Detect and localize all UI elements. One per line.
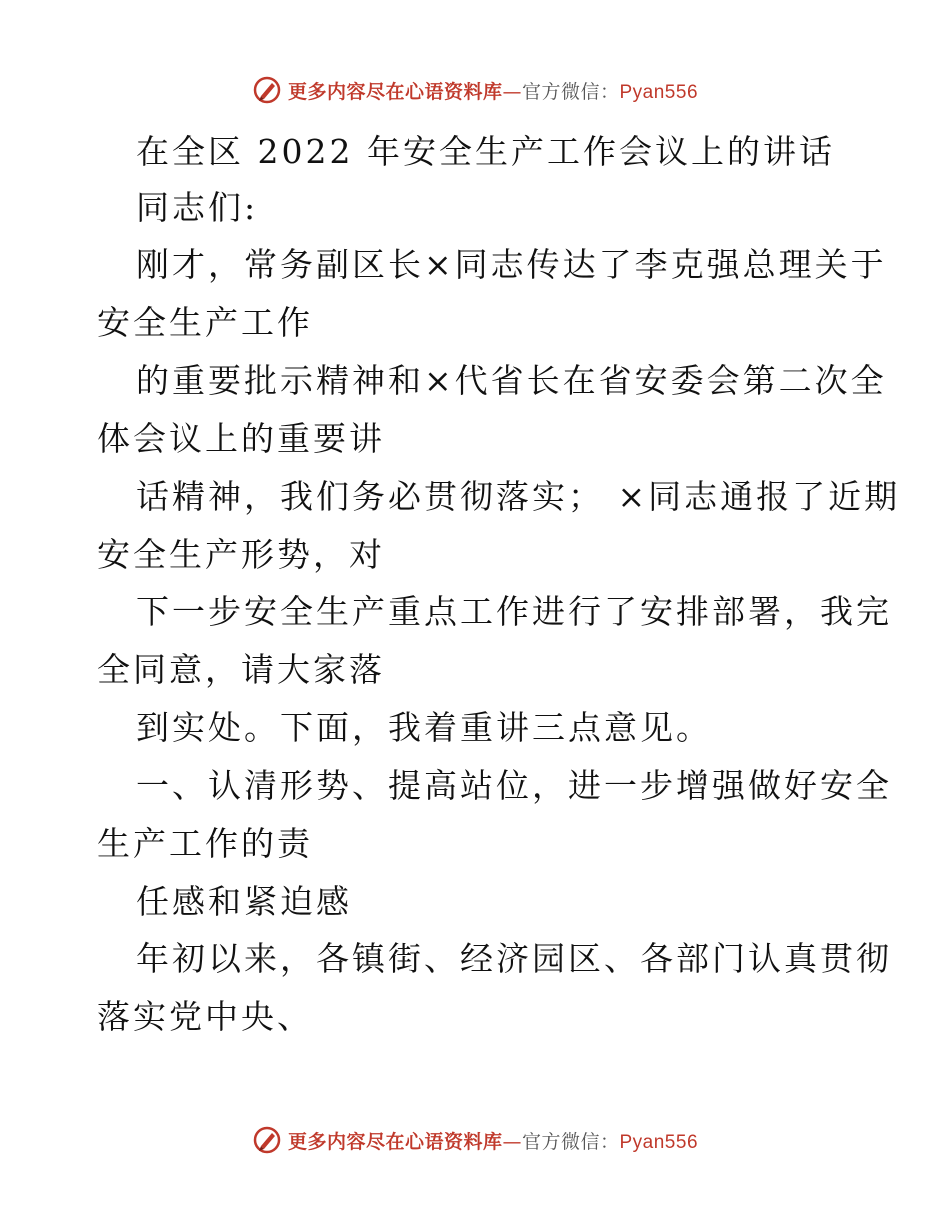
section-heading-line: 生产工作的责 (97, 824, 313, 863)
paragraph-line: 年初以来，各镇街、经济园区、各部门认真贯彻 (136, 939, 892, 978)
header-banner-text (288, 77, 698, 104)
paragraph-line: 刚才，常务副区长×同志传达了李克强总理关于 (136, 245, 887, 284)
footer-dash: — (502, 1130, 522, 1153)
paragraph-line: 到实处。下面，我着重讲三点意见。 (136, 708, 712, 747)
document-title: 在全区 2022 年安全生产工作会议上的讲话 (136, 132, 835, 171)
footer-site-name: 更多内容尽在心语资料库 (287, 1130, 503, 1153)
paragraph-line: 安全生产工作 (97, 303, 313, 342)
header-banner (0, 70, 950, 110)
footer-banner-text (288, 1127, 698, 1154)
paragraph-line: 落实党中央、 (97, 997, 313, 1036)
pen-logo-icon (252, 1125, 282, 1155)
paragraph-line: 的重要批示精神和×代省长在省安委会第二次全 (136, 361, 887, 400)
header-dash: — (502, 80, 522, 103)
footer-banner (0, 1120, 950, 1160)
paragraph-line: 话精神，我们务必贯彻落实； ×同志通报了近期 (136, 477, 901, 516)
header-site-name: 更多内容尽在心语资料库 (287, 80, 503, 103)
footer-wechat-label: 官方微信： (521, 1130, 620, 1153)
footer-wechat-id: Pyan556 (619, 1131, 699, 1153)
salutation: 同志们: (136, 188, 259, 227)
paragraph-line: 体会议上的重要讲 (97, 419, 385, 458)
paragraph-line: 全同意，请大家落 (97, 650, 385, 689)
header-wechat-label: 官方微信： (521, 80, 620, 103)
section-heading-line: 任感和紧迫感 (136, 882, 352, 921)
header-wechat-id: Pyan556 (619, 81, 699, 103)
pen-logo-icon (252, 75, 282, 105)
paragraph-line: 下一步安全生产重点工作进行了安排部署，我完 (136, 592, 892, 631)
section-heading-line: 一、认清形势、提高站位，进一步增强做好安全 (136, 766, 892, 805)
paragraph-line: 安全生产形势，对 (97, 535, 385, 574)
